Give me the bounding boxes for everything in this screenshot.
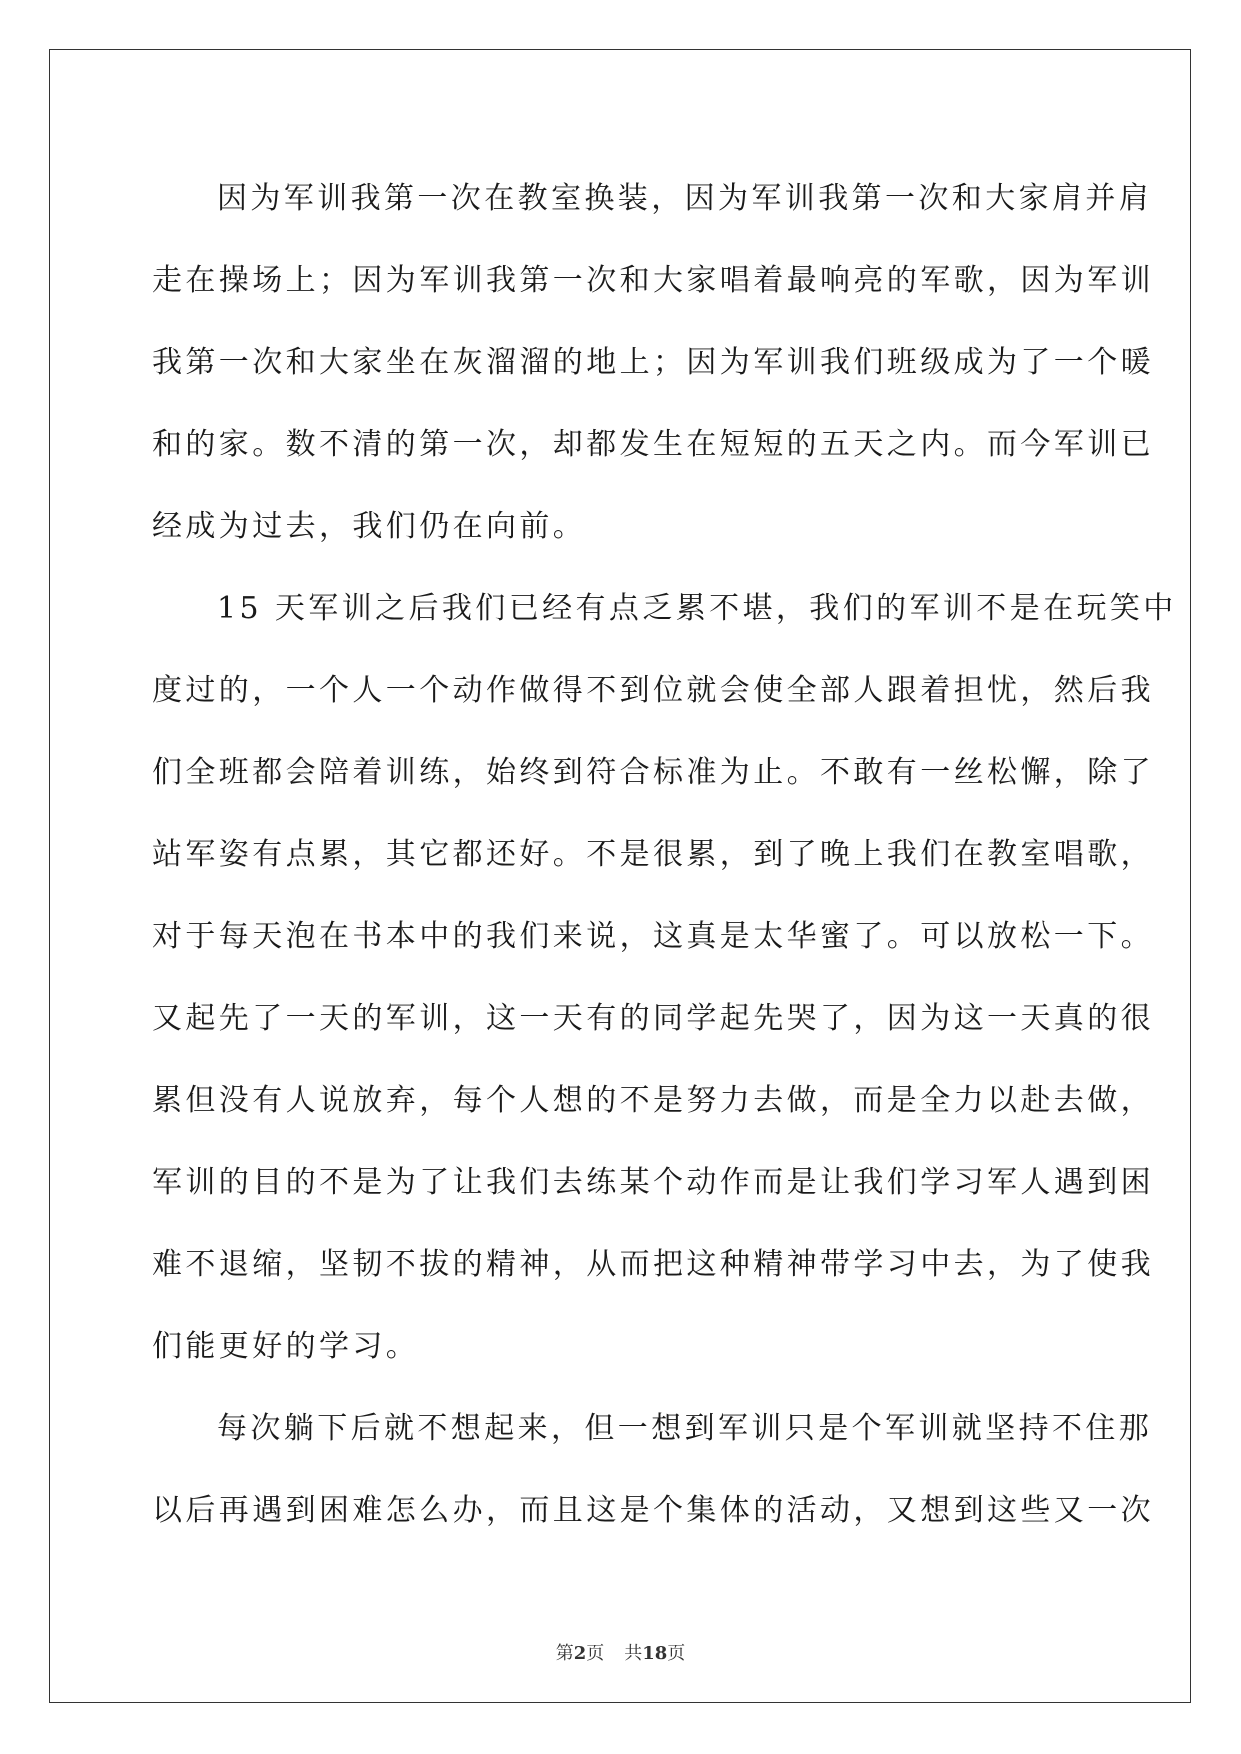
text-line: 们能更好的学习。 bbox=[152, 1329, 420, 1364]
text-line: 累但没有人说放弃，每个人想的不是努力去做，而是全力以赴去做， bbox=[152, 1083, 1154, 1118]
page-number: 2 bbox=[573, 1643, 587, 1664]
text-line: 们全班都会陪着训练，始终到符合标准为止。不敢有一丝松懈，除了 bbox=[152, 755, 1154, 790]
text-line: 对于每天泡在书本中的我们来说，这真是太华蜜了。可以放松一下。 bbox=[152, 919, 1154, 954]
text-line: 走在操场上；因为军训我第一次和大家唱着最响亮的军歌，因为军训 bbox=[152, 263, 1154, 298]
text-line: 又起先了一天的军训，这一天有的同学起先哭了，因为这一天真的很 bbox=[152, 1001, 1154, 1036]
footer-page-suffix: 页 bbox=[586, 1643, 605, 1664]
text-line: 和的家。数不清的第一次，却都发生在短短的五天之内。而今军训已 bbox=[152, 427, 1154, 462]
text-line: 军训的目的不是为了让我们去练某个动作而是让我们学习军人遇到困 bbox=[152, 1165, 1154, 1200]
text-line: 难不退缩，坚韧不拔的精神，从而把这种精神带学习中去，为了使我 bbox=[152, 1247, 1154, 1282]
text-line: 15 天军训之后我们已经有点乏累不堪，我们的军训不是在玩笑中 bbox=[217, 591, 1177, 626]
text-line: 我第一次和大家坐在灰溜溜的地上；因为军训我们班级成为了一个暖 bbox=[152, 345, 1154, 380]
text-line: 站军姿有点累，其它都还好。不是很累，到了晚上我们在教室唱歌， bbox=[152, 837, 1154, 872]
document-body bbox=[152, 158, 1177, 1552]
text-line: 经成为过去，我们仍在向前。 bbox=[152, 509, 587, 544]
text-line: 度过的，一个人一个动作做得不到位就会使全部人跟着担忧，然后我 bbox=[152, 673, 1154, 708]
text-line: 以后再遇到困难怎么办，而且这是个集体的活动，又想到这些又一次 bbox=[152, 1493, 1154, 1528]
text-line: 每次躺下后就不想起来，但一想到军训只是个军训就坚持不住那 bbox=[217, 1411, 1153, 1446]
page-footer bbox=[0, 1642, 1241, 1666]
footer-total-prefix: 共 bbox=[624, 1643, 643, 1664]
footer-prefix: 第 bbox=[555, 1643, 574, 1664]
footer-total-suffix: 页 bbox=[667, 1643, 686, 1664]
page-total: 18 bbox=[642, 1643, 668, 1664]
text-line: 因为军训我第一次在教室换装，因为军训我第一次和大家肩并肩 bbox=[217, 181, 1153, 216]
